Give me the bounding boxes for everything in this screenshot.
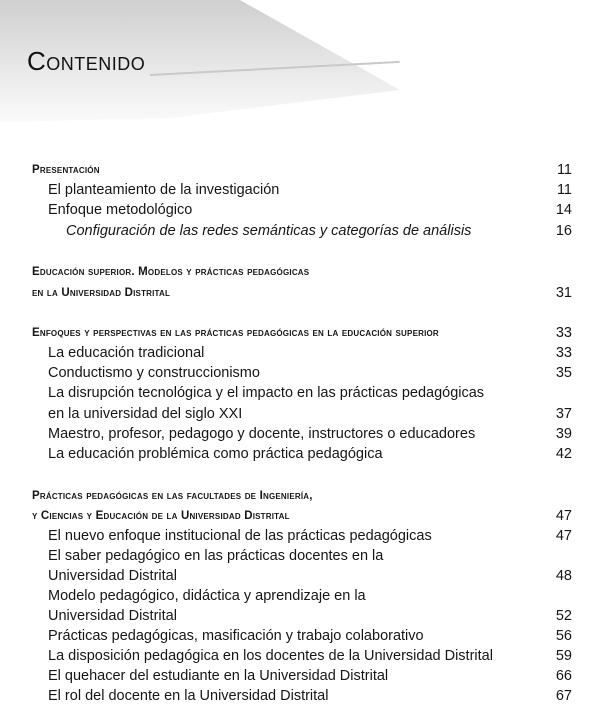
toc-entry [0,566,600,586]
toc-entry [0,526,600,546]
toc-page-number: 67 [555,688,572,704]
toc-section-heading [0,506,600,526]
page-title: Contenido [27,46,146,76]
toc-entry-title: Educación superior. Modelos y prácticas pedagógicas [32,266,310,278]
toc-page-number: 37 [555,406,572,422]
toc-entry-title: La educación tradicional [48,345,205,361]
toc-entry-title: Presentación [32,164,100,176]
toc-entry [0,363,600,383]
toc-entry [0,626,600,646]
toc-page-number: 16 [555,223,572,239]
toc-entry-title: Prácticas pedagógicas en las facultades de Ingeniería, [32,490,313,502]
toc-page-number: 14 [555,202,572,218]
toc-entry-title: Enfoques y perspectivas en las prácticas pedagógicas en la educación superior [32,327,439,339]
toc-entry-title: Universidad Distrital [48,568,177,584]
toc-entry [0,606,600,626]
toc-section-heading [0,283,600,303]
toc-entry-title: El saber pedagógico en las prácticas docentes en la [48,548,384,564]
toc-page-number: 33 [555,325,572,341]
toc-entry [0,546,600,566]
toc-page-number: 35 [555,365,572,381]
toc-entry-title: Modelo pedagógico, didáctica y aprendizaje en la [48,588,366,604]
toc-page-number: 33 [555,345,572,361]
toc-section-heading [0,323,600,343]
toc-entry-title: Enfoque metodológico [48,202,193,218]
toc-entry-title: en la universidad del siglo XXI [48,406,243,422]
toc-page-number: 47 [555,528,572,544]
toc-entry-title: El nuevo enfoque institucional de las prácticas pedagógicas [48,528,432,544]
toc-page-number: 52 [555,608,572,624]
toc-entry [0,200,600,220]
toc-entry-title: en la Universidad Distrital [32,287,171,299]
toc-page-number: 59 [555,648,572,664]
toc-entry-title: Prácticas pedagógicas, masificación y trabajo colaborativo [48,628,424,644]
toc-entry [0,343,600,363]
toc-entry-title: y Ciencias y Educación de la Universidad Distrital [32,510,290,522]
toc-entry-title: Maestro, profesor, pedagogo y docente, instructores o educadores [48,426,476,442]
toc-entry [0,666,600,686]
toc-page-number: 66 [555,668,572,684]
toc-entry [0,686,600,706]
toc-entry [0,221,600,241]
toc-entry [0,586,600,606]
toc-section-heading [0,262,600,282]
toc-entry [0,444,600,464]
toc-entry-title: La educación problémica como práctica pedagógica [48,446,383,462]
toc-section-heading [0,486,600,506]
toc-entry-title: La disposición pedagógica en los docentes de la Universidad Distrital [48,648,493,664]
toc-page-number: 56 [555,628,572,644]
toc-page-number: 42 [555,446,572,462]
toc-page-number: 47 [555,508,572,524]
toc-entry-title: Universidad Distrital [48,608,177,624]
toc-entry-title: El planteamiento de la investigación [48,182,280,198]
toc-entry [0,646,600,666]
toc-entry [0,404,600,424]
toc-entry-title: Configuración de las redes semánticas y categorías de análisis [66,223,472,239]
toc-page-number: 11 [556,162,572,178]
toc-page-number: 39 [555,426,572,442]
toc-entry-title: El rol del docente en la Universidad Distrital [48,688,329,704]
toc-entry-title: La disrupción tecnológica y el impacto en las prácticas pedagógicas [48,385,485,401]
toc-entry [0,383,600,403]
toc-entry [0,180,600,200]
toc-page-number: 48 [555,568,572,584]
toc-entry-title: Conductismo y construccionismo [48,365,260,381]
toc-entry-title: El quehacer del estudiante en la Universidad Distrital [48,668,389,684]
toc-section-heading [0,160,600,180]
toc-entry [0,424,600,444]
toc-page-number: 11 [556,182,572,198]
toc-page-number: 31 [555,285,572,301]
